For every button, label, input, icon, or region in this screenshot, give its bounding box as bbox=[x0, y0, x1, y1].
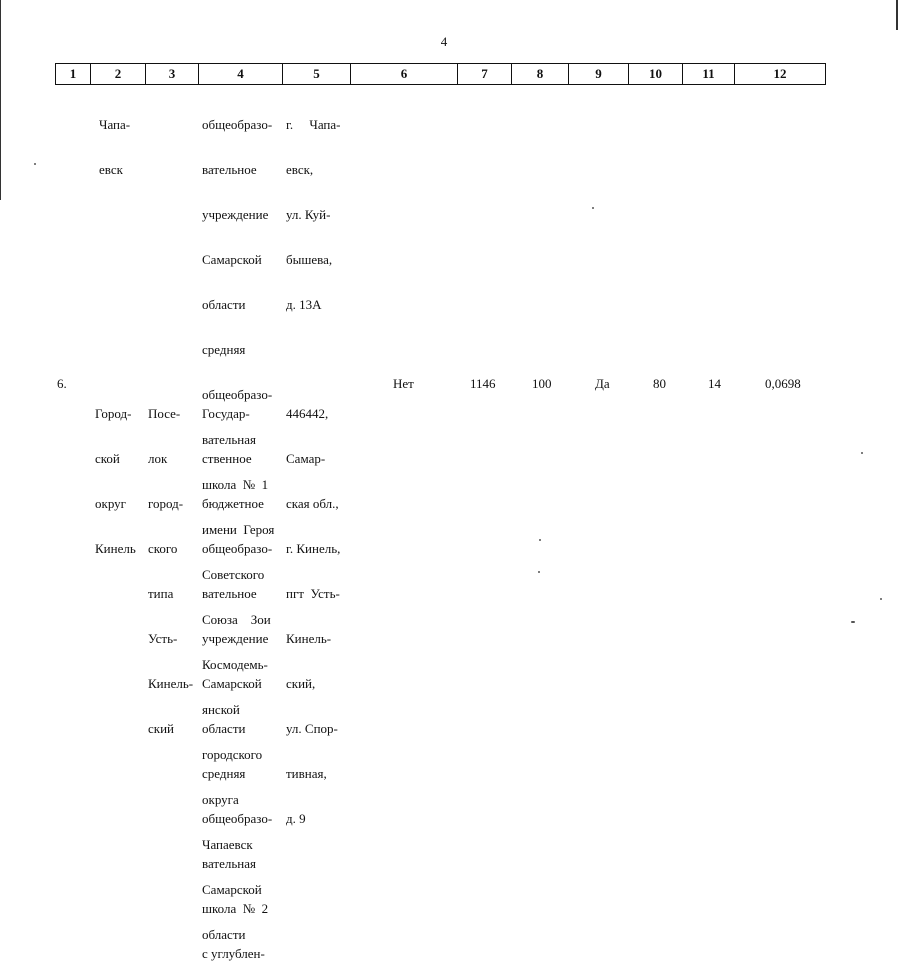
text-line: ский, bbox=[286, 676, 316, 691]
text-line: пгт Усть- bbox=[286, 586, 340, 601]
text-line: ский bbox=[148, 721, 174, 736]
text-line: учреждение bbox=[202, 631, 269, 646]
text-line: городского bbox=[202, 747, 263, 762]
row-6-col-10: 80 bbox=[653, 376, 666, 391]
text-line: с углублен- bbox=[202, 946, 265, 961]
scan-speck bbox=[34, 163, 36, 165]
column-number-6: 6 bbox=[351, 64, 458, 85]
text-line: ственное bbox=[202, 451, 252, 466]
scan-speck bbox=[851, 621, 855, 623]
scan-edge-line bbox=[896, 0, 898, 30]
text-line: вательное bbox=[202, 162, 257, 177]
text-line: ской bbox=[95, 451, 120, 466]
row-6-col-8: 100 bbox=[532, 376, 552, 391]
text-line: вательное bbox=[202, 586, 257, 601]
column-number-12: 12 bbox=[735, 64, 826, 85]
text-line: ского bbox=[148, 541, 178, 556]
row-6-col-7: 1146 bbox=[470, 376, 496, 391]
text-line: ул. Спор- bbox=[286, 721, 338, 736]
text-line: Самарской bbox=[202, 252, 262, 267]
text-line: г. Кинель, bbox=[286, 541, 341, 556]
text-line: лок bbox=[148, 451, 168, 466]
text-line: имени Героя bbox=[202, 522, 275, 537]
text-line: Самарской bbox=[202, 882, 262, 897]
scan-speck bbox=[538, 571, 540, 573]
scan-speck bbox=[592, 207, 594, 209]
scan-speck bbox=[861, 452, 863, 454]
column-number-2: 2 bbox=[91, 64, 146, 85]
column-number-9: 9 bbox=[569, 64, 629, 85]
text-line: вательная bbox=[202, 432, 256, 447]
text-line: д. 9 bbox=[286, 811, 306, 826]
text-line: тивная, bbox=[286, 766, 327, 781]
row-6-address bbox=[286, 376, 340, 841]
text-line: Город- bbox=[95, 406, 132, 421]
text-line: г. Чапа- bbox=[286, 117, 341, 132]
text-line: Самар- bbox=[286, 451, 326, 466]
column-number-3: 3 bbox=[146, 64, 199, 85]
text-line: школа № 2 bbox=[202, 901, 269, 916]
scan-edge-line bbox=[0, 0, 1, 200]
row-6-settlement bbox=[148, 376, 193, 751]
text-line: Кинель- bbox=[286, 631, 332, 646]
text-line: средняя bbox=[202, 342, 246, 357]
text-line: Чапа- bbox=[99, 117, 131, 132]
text-line: евск bbox=[99, 162, 123, 177]
column-number-11: 11 bbox=[683, 64, 735, 85]
text-line: вательная bbox=[202, 856, 256, 871]
text-line: области bbox=[202, 927, 246, 942]
text-line: бышева, bbox=[286, 252, 333, 267]
row-6-col-11: 14 bbox=[708, 376, 721, 391]
text-line: учреждение bbox=[202, 207, 269, 222]
row-6-municipality bbox=[95, 376, 136, 571]
continued-row-address bbox=[286, 87, 340, 327]
text-line: янской bbox=[202, 702, 240, 717]
text-line: типа bbox=[148, 586, 174, 601]
text-line: бюджетное bbox=[202, 496, 264, 511]
column-number-1: 1 bbox=[56, 64, 91, 85]
column-number-7: 7 bbox=[458, 64, 512, 85]
column-number-8: 8 bbox=[512, 64, 569, 85]
scan-speck bbox=[539, 539, 541, 541]
text-line: ул. Куй- bbox=[286, 207, 331, 222]
text-line: школа № 1 bbox=[202, 477, 269, 492]
text-line: Посе- bbox=[148, 406, 181, 421]
text-line: Усть- bbox=[148, 631, 178, 646]
row-6-school-name bbox=[202, 376, 275, 976]
scan-speck bbox=[880, 598, 882, 600]
text-line: Чапаевск bbox=[202, 837, 253, 852]
text-line: ская обл., bbox=[286, 496, 339, 511]
row-6-number: 6. bbox=[57, 376, 67, 391]
text-line: округ bbox=[95, 496, 126, 511]
continued-row-settlement bbox=[99, 87, 130, 192]
text-line: Самарской bbox=[202, 676, 262, 691]
text-line: Космодемь- bbox=[202, 657, 268, 672]
text-line: общеобразо- bbox=[202, 117, 273, 132]
text-line: Государ- bbox=[202, 406, 250, 421]
text-line: д. 13А bbox=[286, 297, 322, 312]
text-line: 446442, bbox=[286, 406, 329, 421]
text-line: Кинель- bbox=[148, 676, 194, 691]
text-line: Союза Зои bbox=[202, 612, 271, 627]
column-number-5: 5 bbox=[283, 64, 351, 85]
column-number-4: 4 bbox=[199, 64, 283, 85]
text-line: области bbox=[202, 721, 246, 736]
text-line: общеобразо- bbox=[202, 387, 273, 402]
text-line: Кинель bbox=[95, 541, 136, 556]
text-line: общеобразо- bbox=[202, 811, 273, 826]
text-line: области bbox=[202, 297, 246, 312]
text-line: город- bbox=[148, 496, 184, 511]
column-number-10: 10 bbox=[629, 64, 683, 85]
text-line: евск, bbox=[286, 162, 314, 177]
row-6-col-6: Нет bbox=[393, 376, 414, 391]
text-line: округа bbox=[202, 792, 239, 807]
row-6-col-12: 0,0698 bbox=[765, 376, 801, 391]
text-line: средняя bbox=[202, 766, 246, 781]
text-line: Советского bbox=[202, 567, 265, 582]
text-line: общеобразо- bbox=[202, 541, 273, 556]
column-number-header bbox=[55, 63, 826, 85]
row-6-col-9: Да bbox=[595, 376, 610, 391]
page-number: 4 bbox=[440, 34, 448, 49]
